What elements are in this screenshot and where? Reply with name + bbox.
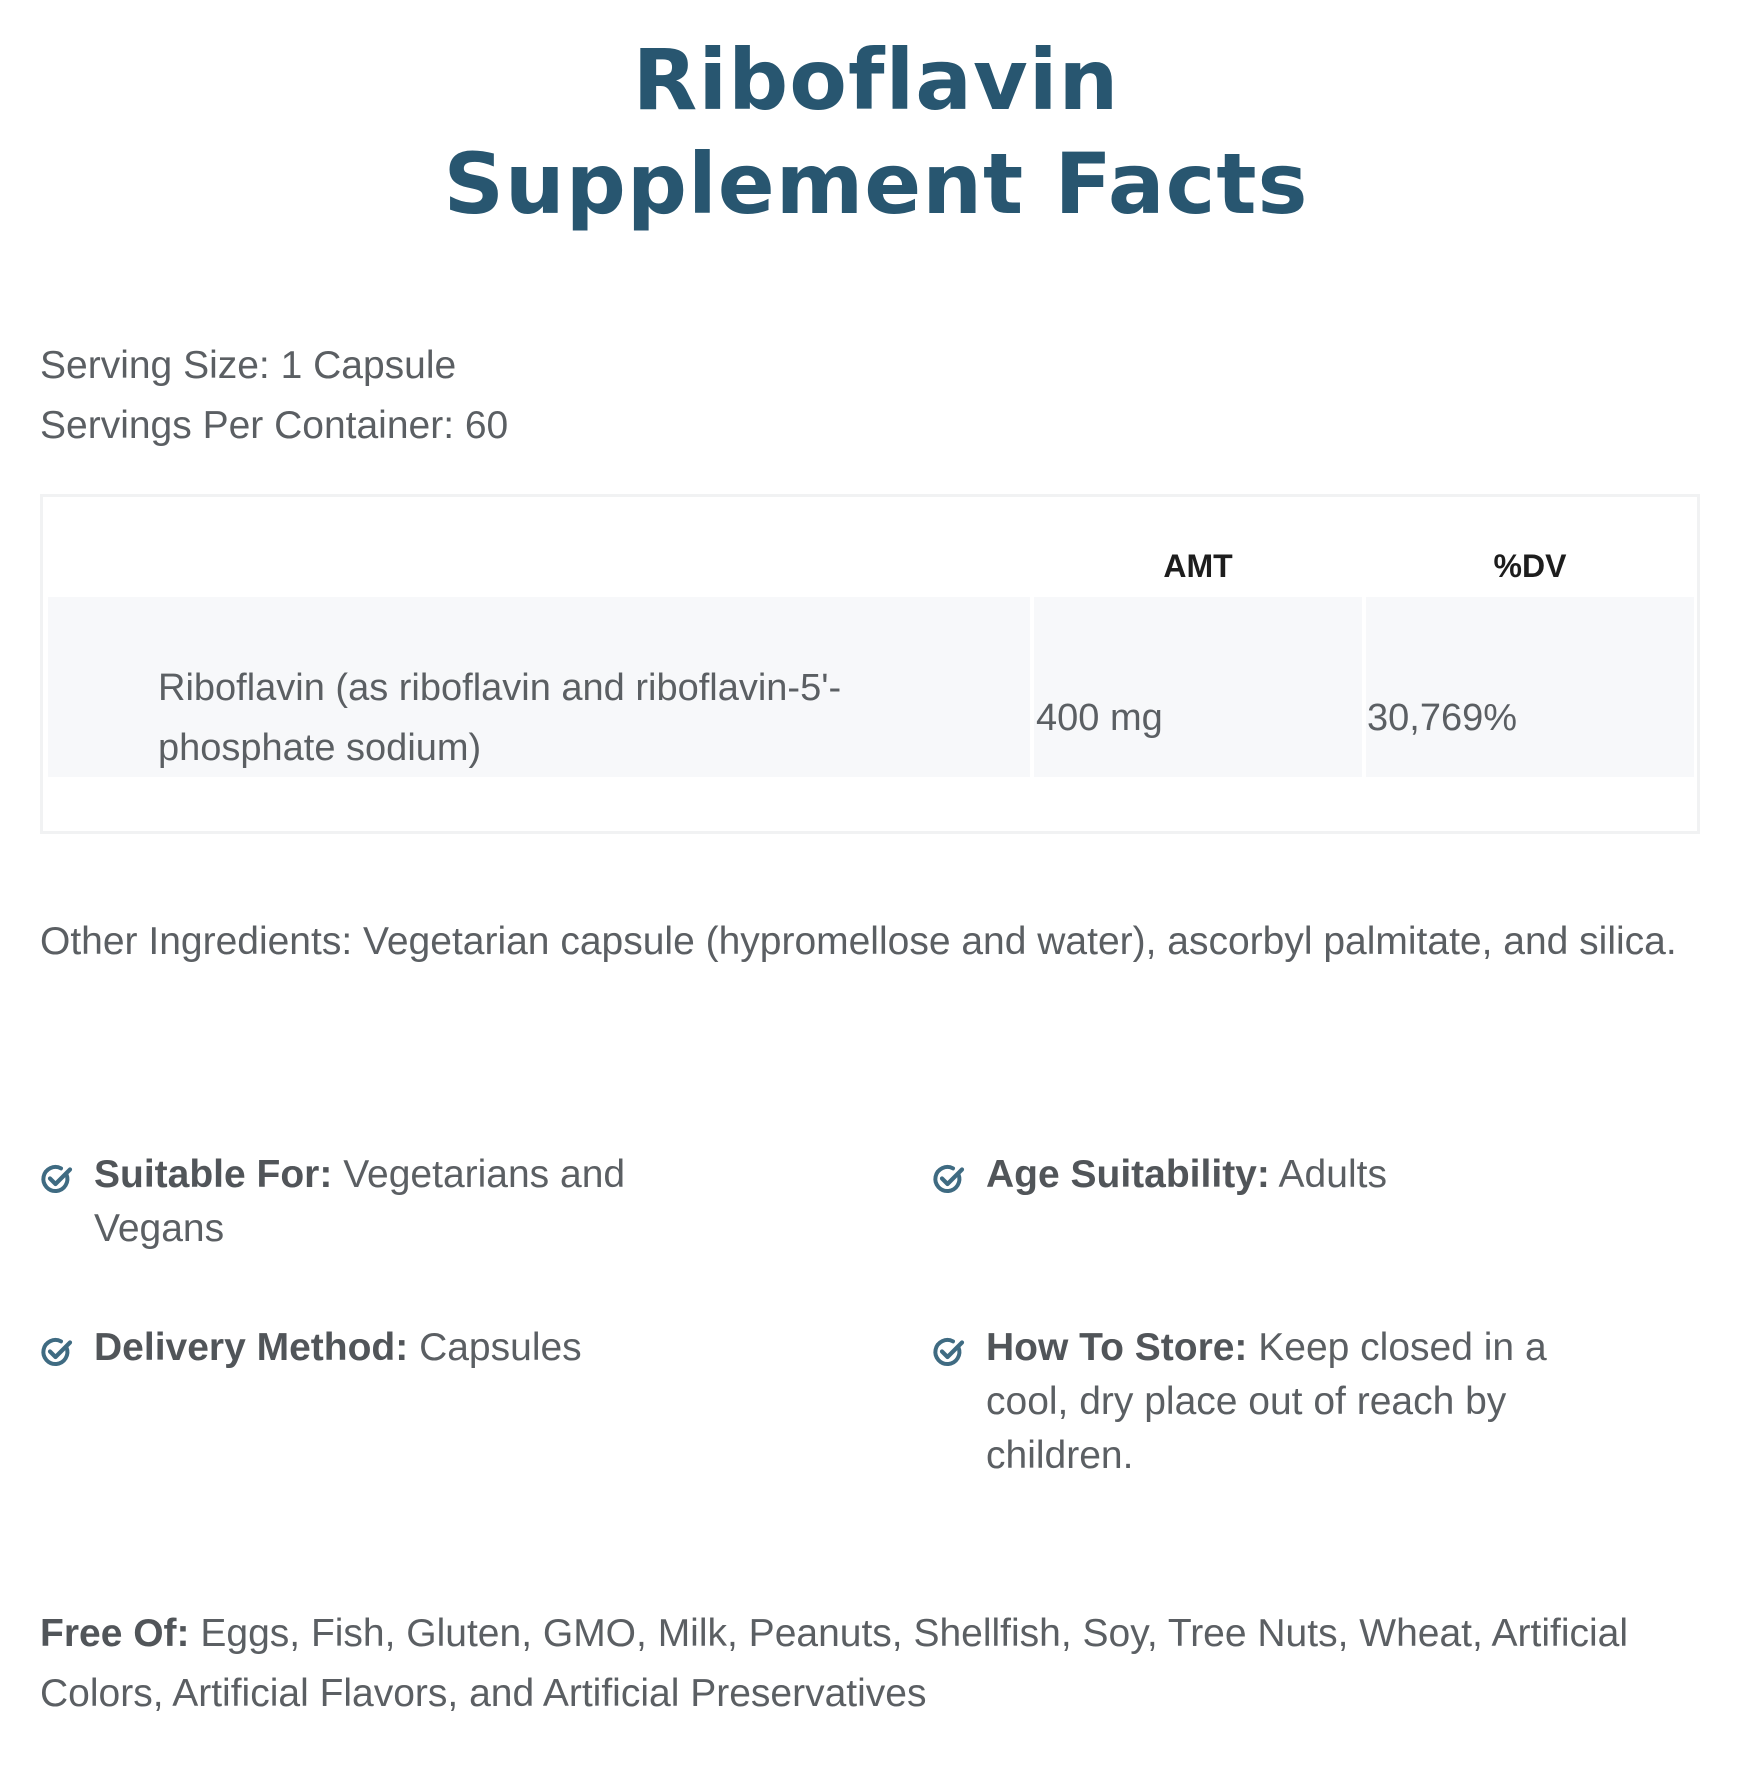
ingredient-name: Riboflavin (as riboflavin and riboflavin-5'-phosphate sodium) xyxy=(158,667,842,769)
ingredient-daily-value: 30,769% xyxy=(1367,697,1518,739)
page-title-line-1: Riboflavin xyxy=(632,31,1120,129)
serving-size: Serving Size: 1 Capsule xyxy=(40,344,457,387)
free-of-label: Free Of: xyxy=(40,1612,190,1655)
servings-per-container: Servings Per Container: 60 xyxy=(40,404,509,447)
page-title-line-2: Supplement Facts xyxy=(443,135,1309,233)
check-badge-icon xyxy=(40,1335,74,1369)
column-header-daily-value: %DV xyxy=(1493,548,1567,584)
feature-label: Delivery Method: xyxy=(94,1326,409,1369)
check-badge-icon xyxy=(932,1162,966,1196)
feature-text xyxy=(94,1148,694,1256)
free-of-value: Eggs, Fish, Gluten, GMO, Milk, Peanuts, Shellfish, Soy, Tree Nuts, Wheat, Artificial Colors, Artificial Flavors, and Artificial Preservatives xyxy=(40,1612,1629,1715)
ingredient-amount: 400 mg xyxy=(1036,697,1163,739)
serving-info xyxy=(40,336,508,456)
feature-value: Keep closed in a cool, dry place out of reach by children. xyxy=(986,1326,1547,1477)
page-title xyxy=(0,28,1752,236)
column-header-amount: AMT xyxy=(1163,548,1233,584)
table-row-amount-cell xyxy=(1034,597,1362,777)
other-ingredients: Other Ingredients: Vegetarian capsule (hypromellose and water), ascorbyl palmitate, and silica. xyxy=(40,920,1677,963)
feature-label: How To Store: xyxy=(986,1326,1248,1369)
table-row-dv-cell xyxy=(1366,597,1694,777)
feature-label: Suitable For: xyxy=(94,1153,333,1196)
check-badge-icon xyxy=(932,1335,966,1369)
check-badge-icon xyxy=(40,1162,74,1196)
feature-label: Age Suitability: xyxy=(986,1153,1270,1196)
feature-value: Vegetarians and Vegans xyxy=(94,1153,626,1250)
feature-value: Capsules xyxy=(419,1326,582,1369)
free-of xyxy=(40,1604,1720,1724)
feature-value: Adults xyxy=(1278,1153,1387,1196)
feature-text xyxy=(986,1148,1686,1202)
feature-text xyxy=(94,1321,794,1375)
feature-text xyxy=(986,1321,1626,1483)
